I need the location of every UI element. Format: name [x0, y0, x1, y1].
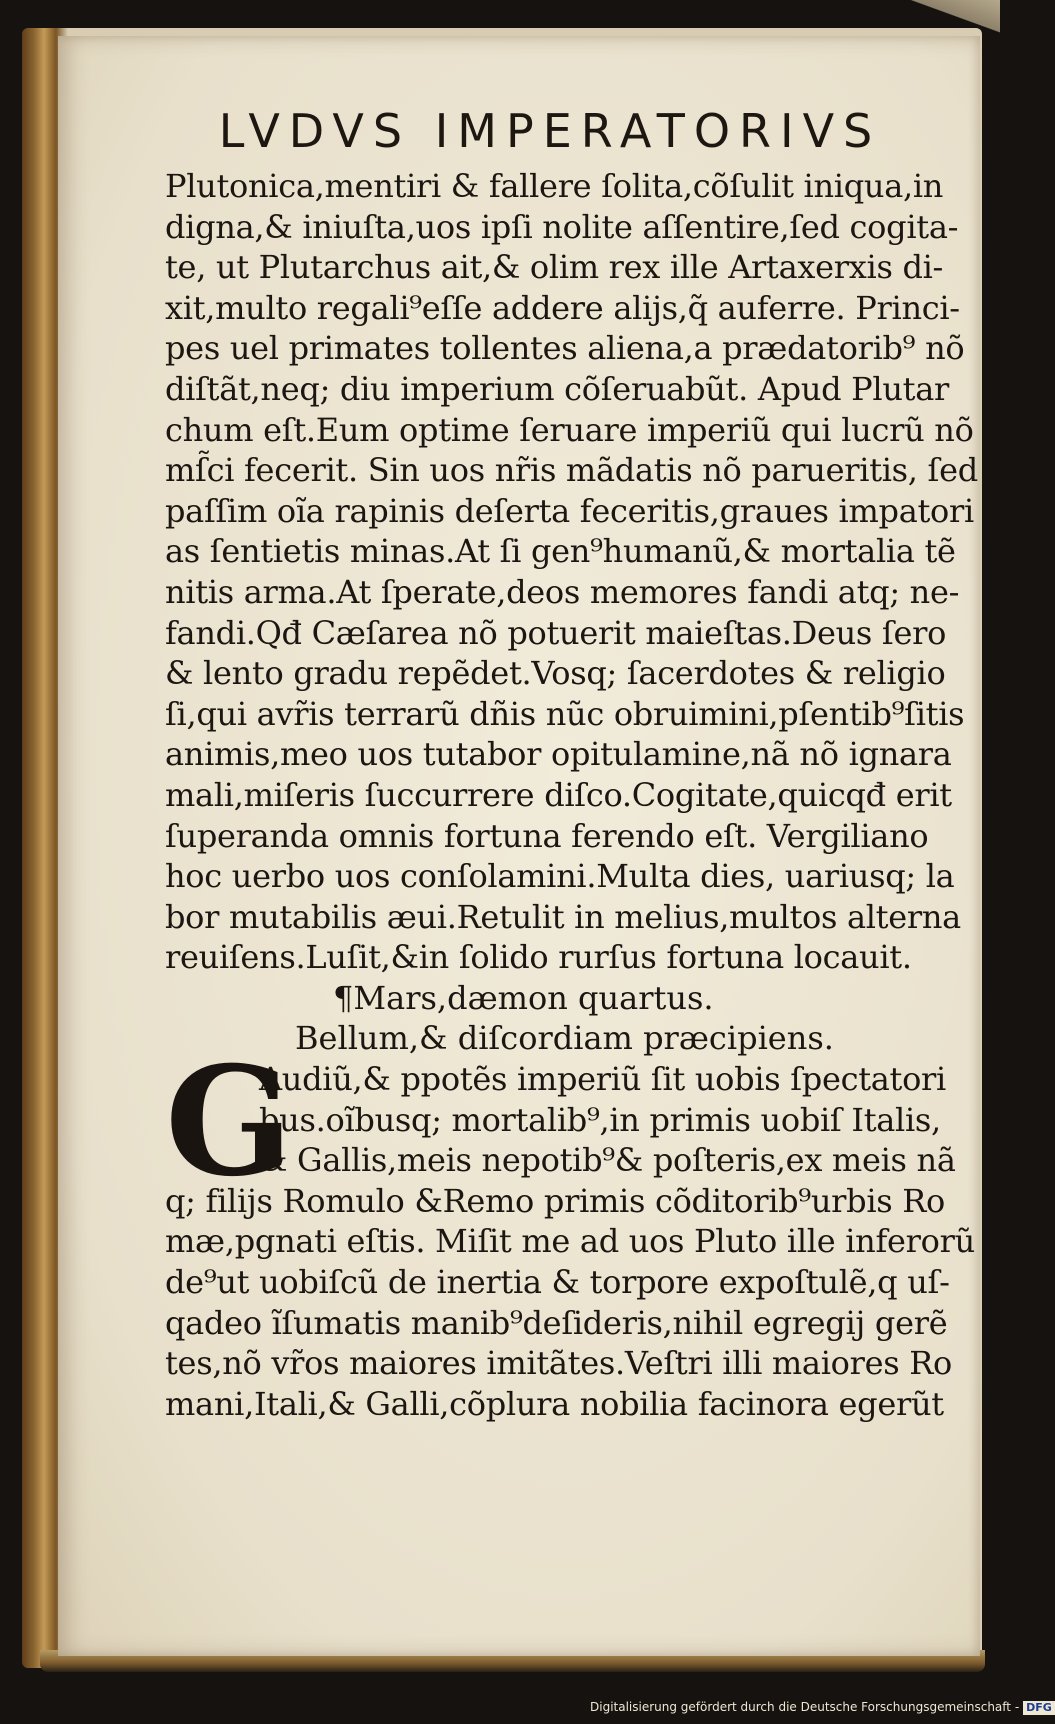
- footer-credit: Digitalisierung gefördert durch die Deutsche Forschungsgemeinschaft -: [590, 1700, 1020, 1714]
- section-subheading: Bellum,& diſcordiam præcipiens.: [295, 1019, 834, 1058]
- text-line: pes uel primates tollentes aliena,a prædatorib⁹ nõ: [165, 329, 965, 368]
- text-line: te, ut Plutarchus ait,& olim rex ille Artaxerxis di-: [165, 248, 944, 287]
- drop-cap-initial: G: [165, 1034, 294, 1211]
- text-line: ſi,qui avr̃is terrarũ dñis nũc obruimini,pſentib⁹ſitis: [165, 694, 965, 733]
- torn-corner: [890, 0, 1000, 40]
- text-line: bor mutabilis æui.Retulit in melius,multos alterna: [165, 897, 961, 936]
- text-line: ſuperanda omnis fortuna ferendo eſt. Vergiliano: [165, 816, 929, 855]
- text-line: mſ̃ci fecerit. Sin uos nr̃is mãdatis nõ parueritis, ſed: [165, 451, 978, 490]
- text-line: Audiũ,& ppotẽs imperiũ ſit uobis ſpectatori: [259, 1060, 946, 1099]
- text-line: q; filijs Romulo &Remo primis cõditorib⁹urbis Ro: [165, 1181, 946, 1220]
- text-line: reuiſens.Luſit,&in ſolido rurſus fortuna locauit.: [165, 938, 912, 977]
- text-line: paſſim oĩa rapinis deſerta feceritis,graues impatori: [165, 491, 974, 530]
- text-line: fandi.Qđ Cæſarea nõ potuerit maieſtas.Deus ſero: [165, 613, 947, 652]
- text-line: animis,meo uos tutabor opitulamine,nã nõ ignara: [165, 735, 952, 774]
- text-line: mæ,pgnati eſtis. Miſit me ad uos Pluto ille inferorũ: [165, 1222, 975, 1261]
- text-line: chum eſt.Eum optime ſeruare imperiũ qui lucrũ nõ: [165, 410, 974, 449]
- text-line: mali,miſeris ſuccurrere diſco.Cogitate,quicqđ erit: [165, 775, 952, 814]
- digitization-footer: [590, 1700, 1052, 1720]
- text-line: & lento gradu repẽdet.Vosq; ſacerdotes & religio: [165, 654, 946, 693]
- text-line: qadeo ĩſumatis manib⁹deſideris,nihil egregij gerẽ: [165, 1303, 948, 1342]
- text-line: hoc uerbo uos conſolamini.Multa dies, uariusq; la: [165, 857, 955, 896]
- text-line: mani,Itali,& Galli,cõplura nobilia facinora egerũt: [165, 1384, 944, 1423]
- text-line: as ſentietis minas.At ſi gen⁹humanũ,& mortalia tẽ: [165, 532, 956, 571]
- text-line: bus.oĩbusq; mortalib⁹,in primis uobiſ Italis,: [259, 1100, 941, 1139]
- text-line: & Gallis,meis nepotib⁹& poſteris,ex meis nã: [259, 1141, 956, 1180]
- text-line: nitis arma.At ſperate,deos memores fandi atq; ne-: [165, 572, 960, 611]
- text-line: Plutonica,mentiri & fallere ſolita,cõſulit iniqua,in: [165, 167, 944, 205]
- text-line: diſtãt,neq; diu imperium cõſeruabũt. Apud Plutar: [165, 369, 949, 408]
- text-line: tes,nõ vr̃os maiores imitãtes.Veſtri illi maiores Ro: [165, 1344, 952, 1383]
- running-head: LVDVS IMPERATORIVS: [218, 104, 882, 158]
- dfg-logo: DFG: [1023, 1701, 1055, 1715]
- text-line: digna,& iniuſta,uos ipſi nolite aſſentire,ſed cogita-: [165, 207, 959, 246]
- text-line: de⁹ut uobiſcũ de inertia & torpore expoſtulẽ,q uſ-: [165, 1263, 950, 1302]
- text-line: xit,multo regali⁹eſſe addere alijs,q̃ auferre. Princi-: [165, 288, 960, 327]
- text-block: [165, 166, 978, 1424]
- section-heading: ¶Mars,dæmon quartus.: [333, 978, 714, 1017]
